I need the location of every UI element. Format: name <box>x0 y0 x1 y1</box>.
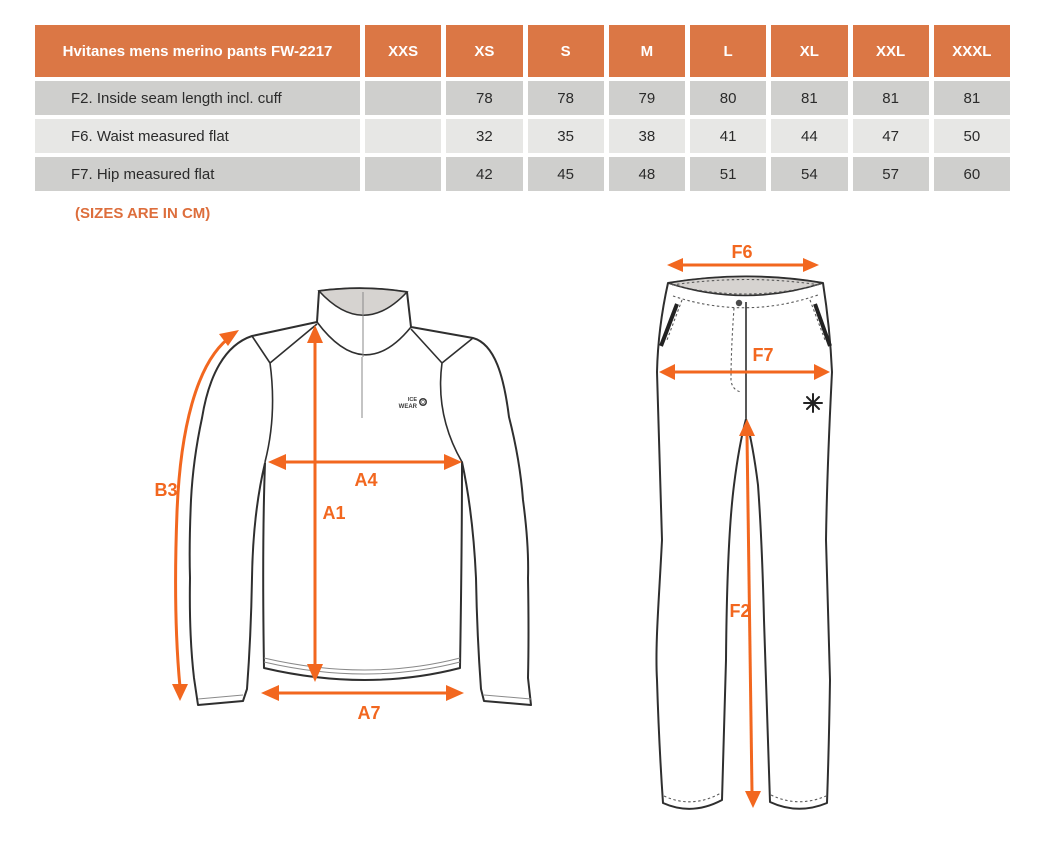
waist-width-arrow <box>667 242 819 272</box>
value-cell: 78 <box>528 81 604 115</box>
hem-width-arrow <box>261 685 464 723</box>
hip-label: F7 <box>752 345 774 365</box>
value-cell: 80 <box>690 81 766 115</box>
value-cell: 79 <box>609 81 685 115</box>
pants-outline <box>656 277 832 809</box>
cuff-stitch <box>198 695 531 699</box>
value-cell: 42 <box>446 157 522 191</box>
value-cell <box>365 157 441 191</box>
logo-text-bottom: WEAR <box>398 404 417 410</box>
size-header-xxl: XXL <box>853 25 929 77</box>
value-cell: 81 <box>934 81 1010 115</box>
value-cell: 50 <box>934 119 1010 153</box>
value-cell: 54 <box>771 157 847 191</box>
sleeve-label: B3 <box>154 480 178 500</box>
waist-label: F6 <box>731 242 753 262</box>
length-label: A1 <box>322 503 346 523</box>
value-cell: 48 <box>609 157 685 191</box>
value-cell: 57 <box>853 157 929 191</box>
size-header-xl: XL <box>771 25 847 77</box>
size-header-xxxl: XXXL <box>934 25 1010 77</box>
hem-label: A7 <box>357 703 381 723</box>
size-header-xs: XS <box>446 25 522 77</box>
row-label-inseam: F2. Inside seam length incl. cuff <box>35 81 360 115</box>
size-table <box>35 25 1010 191</box>
waist-button <box>736 300 742 306</box>
value-cell: 60 <box>934 157 1010 191</box>
row-label-hip: F7. Hip measured flat <box>35 157 360 191</box>
value-cell: 44 <box>771 119 847 153</box>
pants-diagram <box>630 240 890 840</box>
logo-text-top: ICE <box>407 397 417 403</box>
inseam-label: F2 <box>729 601 751 621</box>
chest-label: A4 <box>354 470 378 490</box>
size-header-xxs: XXS <box>365 25 441 77</box>
value-cell: 32 <box>446 119 522 153</box>
size-header-m: M <box>609 25 685 77</box>
size-header-s: S <box>528 25 604 77</box>
value-cell <box>365 81 441 115</box>
shirt-outline <box>190 288 531 705</box>
value-cell <box>365 119 441 153</box>
size-header-l: L <box>690 25 766 77</box>
value-cell: 81 <box>771 81 847 115</box>
row-label-waist: F6. Waist measured flat <box>35 119 360 153</box>
value-cell: 47 <box>853 119 929 153</box>
value-cell: 78 <box>446 81 522 115</box>
shirt-diagram <box>140 245 600 735</box>
pants-snowflake-icon <box>804 394 822 412</box>
value-cell: 41 <box>690 119 766 153</box>
sizes-unit-note: (SIZES ARE IN CM) <box>75 205 211 222</box>
value-cell: 81 <box>853 81 929 115</box>
value-cell: 38 <box>609 119 685 153</box>
value-cell: 35 <box>528 119 604 153</box>
value-cell: 51 <box>690 157 766 191</box>
value-cell: 45 <box>528 157 604 191</box>
table-title-cell: Hvitanes mens merino pants FW-2217 <box>35 25 360 77</box>
